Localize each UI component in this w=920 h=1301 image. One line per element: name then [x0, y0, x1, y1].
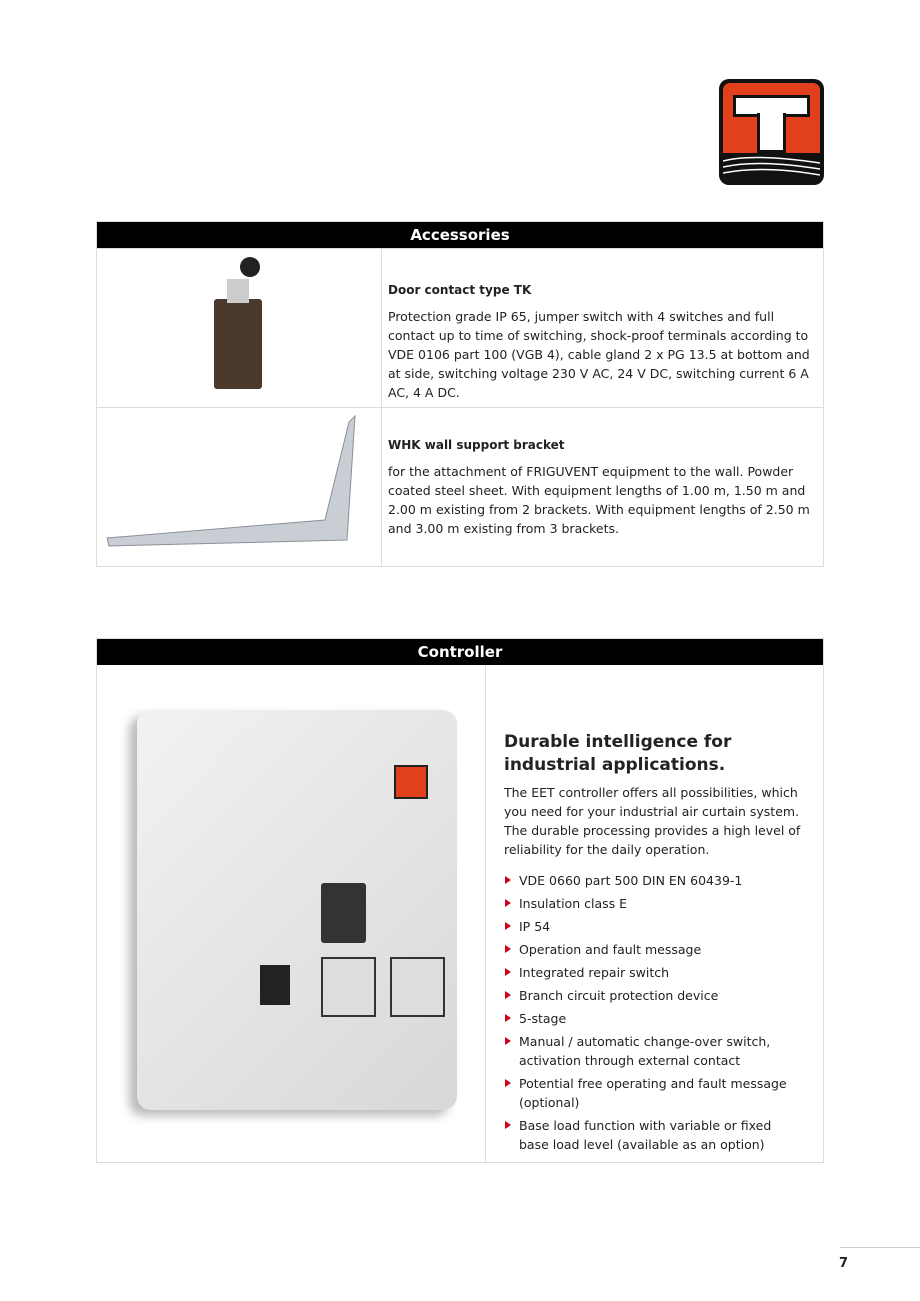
feature-item: Branch circuit protection device: [504, 986, 805, 1005]
company-logo: [719, 79, 824, 185]
item-description: Protection grade IP 65, jumper switch with 4 switches and full contact up to time of switching, shock-proof terminals according to VDE 0106 part 100 (VGB 4), cable gland 2 x PG 13.5 at bottom and at side, switching voltage 230 V AC, 24 V DC, switching current 6 A AC, 4 A DC.: [388, 309, 810, 400]
feature-item: Operation and fault message: [504, 940, 805, 959]
item-title: Door contact type TK: [388, 283, 532, 297]
list-item: [97, 248, 823, 407]
feature-item: Insulation class E: [504, 894, 805, 913]
list-item: [97, 407, 823, 566]
feature-item: VDE 0660 part 500 DIN EN 60439-1: [504, 871, 805, 890]
wall-bracket-image: [97, 408, 382, 566]
page-number-rule: [838, 1247, 920, 1271]
item-description: for the attachment of FRIGUVENT equipment to the wall. Powder coated steel sheet. With equipment lengths of 1.00 m, 1.50 m and 2.00 m existing from 2 brackets. With equipment lengths of 2.50 m and 3.00 m existing from 3 brackets.: [388, 464, 810, 536]
controller-heading: Durable intelligence for industrial applications.: [504, 732, 732, 775]
item-title: WHK wall support bracket: [388, 438, 565, 452]
feature-item: Integrated repair switch: [504, 963, 805, 982]
section-title: Accessories: [97, 222, 823, 248]
section-title: Controller: [97, 639, 823, 665]
feature-item: Base load function with variable or fixed base load level (available as an option): [504, 1116, 805, 1154]
accessories-section: [96, 221, 824, 567]
feature-item: 5-stage: [504, 1009, 805, 1028]
feature-item: IP 54: [504, 917, 805, 936]
controller-image: [97, 665, 486, 1162]
controller-intro: The EET controller offers all possibilities, which you need for your industrial air curtain system. The durable processing provides a high level of reliability for the daily operation.: [504, 785, 801, 857]
feature-item: Potential free operating and fault message (optional): [504, 1074, 805, 1112]
feature-list: [504, 871, 805, 1154]
door-contact-image: [97, 249, 382, 407]
controller-section: [96, 638, 824, 1163]
page-number: 7: [838, 1256, 848, 1271]
feature-item: Manual / automatic change-over switch, activation through external contact: [504, 1032, 805, 1070]
